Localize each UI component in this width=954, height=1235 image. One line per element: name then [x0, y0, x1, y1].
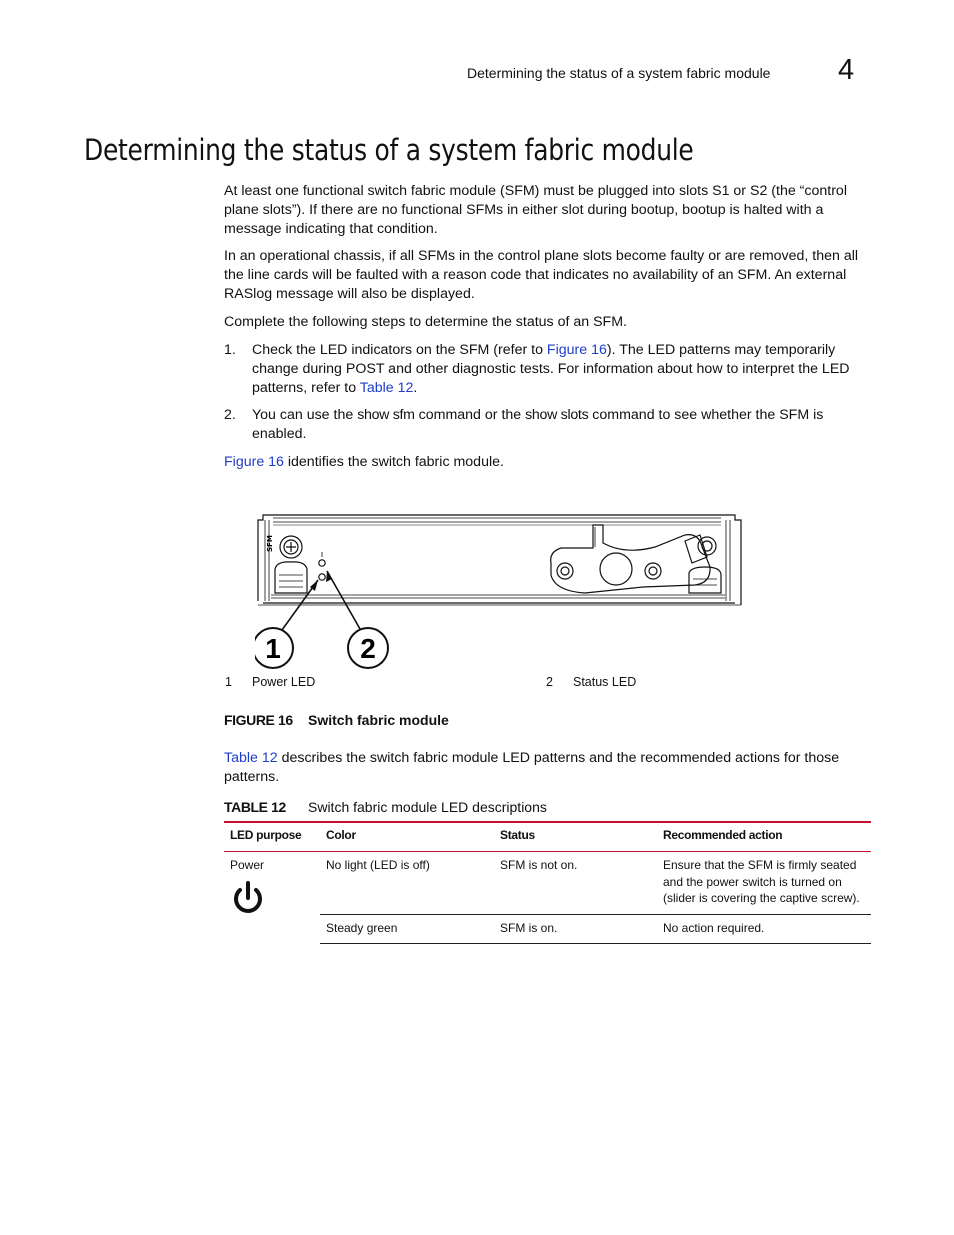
step-number: 1.	[224, 342, 236, 358]
step-text-part: command to see whether the SFM is enabled.	[252, 407, 824, 442]
step-text	[252, 341, 874, 398]
step-text-part: ). The LED patterns may temporarily change during POST and other diagnostic tests. For information about how to interpret the LED patterns, refer to	[252, 342, 850, 396]
figure-caption-label: FIGURE 16	[224, 712, 293, 728]
figure-16-link[interactable]: Figure 16	[224, 454, 284, 470]
table-12-link[interactable]: Table 12	[224, 750, 278, 766]
column-header: LED purpose	[224, 822, 320, 852]
table-header-row	[224, 822, 871, 852]
figure-caption-title: Switch fabric module	[308, 712, 449, 728]
table-row	[224, 914, 871, 944]
led-descriptions-table	[224, 821, 871, 944]
column-header: Color	[320, 822, 494, 852]
color-cell: Steady green	[320, 914, 494, 944]
legend-label: Status LED	[573, 675, 637, 689]
legend-number: 1	[225, 675, 232, 689]
figure-reference-text: identifies the switch fabric module.	[283, 454, 504, 470]
figure-reference	[224, 453, 874, 472]
switch-fabric-module-figure	[255, 505, 745, 675]
color-cell: No light (LED is off)	[320, 852, 494, 915]
step-text-part: You can use the	[252, 407, 358, 423]
status-cell: SFM is not on.	[494, 852, 657, 915]
running-header-title: Determining the status of a system fabric module	[467, 65, 771, 81]
table-caption	[224, 799, 547, 815]
column-header: Recommended action	[657, 822, 871, 852]
step-1	[224, 341, 874, 398]
table-caption-title: Switch fabric module LED descriptions	[308, 799, 547, 815]
action-cell: No action required.	[657, 914, 871, 944]
chapter-number: 4	[838, 54, 855, 86]
step-text-part: command or the	[414, 407, 526, 423]
steps-intro-paragraph: Complete the following steps to determine the status of an SFM.	[224, 314, 627, 330]
step-number: 2.	[224, 407, 236, 423]
table-12-link[interactable]: Table 12	[359, 380, 414, 396]
action-cell: Ensure that the SFM is firmly seated and the power switch is turned on (slider is covering the captive screw).	[657, 852, 871, 915]
legend-number: 2	[546, 675, 553, 689]
led-purpose: Power	[230, 858, 265, 872]
show-slots-command: show slots	[525, 407, 589, 423]
power-icon	[230, 880, 266, 916]
led-purpose-cell	[224, 852, 320, 944]
step-text	[252, 406, 874, 444]
callout-1: 1	[265, 633, 281, 664]
module-label: SFM	[266, 535, 274, 552]
column-header: Status	[494, 822, 657, 852]
table-row	[224, 852, 871, 915]
step-2	[224, 406, 874, 444]
table-reference	[224, 749, 874, 787]
legend-label: Power LED	[252, 675, 316, 689]
table-caption-label: TABLE 12	[224, 799, 286, 815]
figure-16-link[interactable]: Figure 16	[546, 342, 607, 358]
figure-caption	[224, 712, 449, 728]
step-text-part: .	[413, 380, 418, 396]
intro-paragraph: At least one functional switch fabric module (SFM) must be plugged into slots S1 or S2 (the “control plane slots”). If there are no functional SFMs in either slot during bootup, bootup is halted with a message indicating that condition.	[224, 183, 847, 237]
step-text-part: Check the LED indicators on the SFM (refer to	[252, 342, 547, 358]
callout-2: 2	[360, 633, 376, 664]
page-title: Determining the status of a system fabric module	[84, 133, 694, 167]
table-reference-text: describes the switch fabric module LED patterns and the recommended actions for those patterns.	[224, 750, 840, 785]
status-cell: SFM is on.	[494, 914, 657, 944]
operational-paragraph: In an operational chassis, if all SFMs in the control plane slots become faulty or are removed, then all the line cards will be faulted with a reason code that indicates no availability of an SFM. An external RASlog message will also be displayed.	[224, 248, 859, 302]
show-sfm-command: show sfm	[357, 407, 415, 423]
